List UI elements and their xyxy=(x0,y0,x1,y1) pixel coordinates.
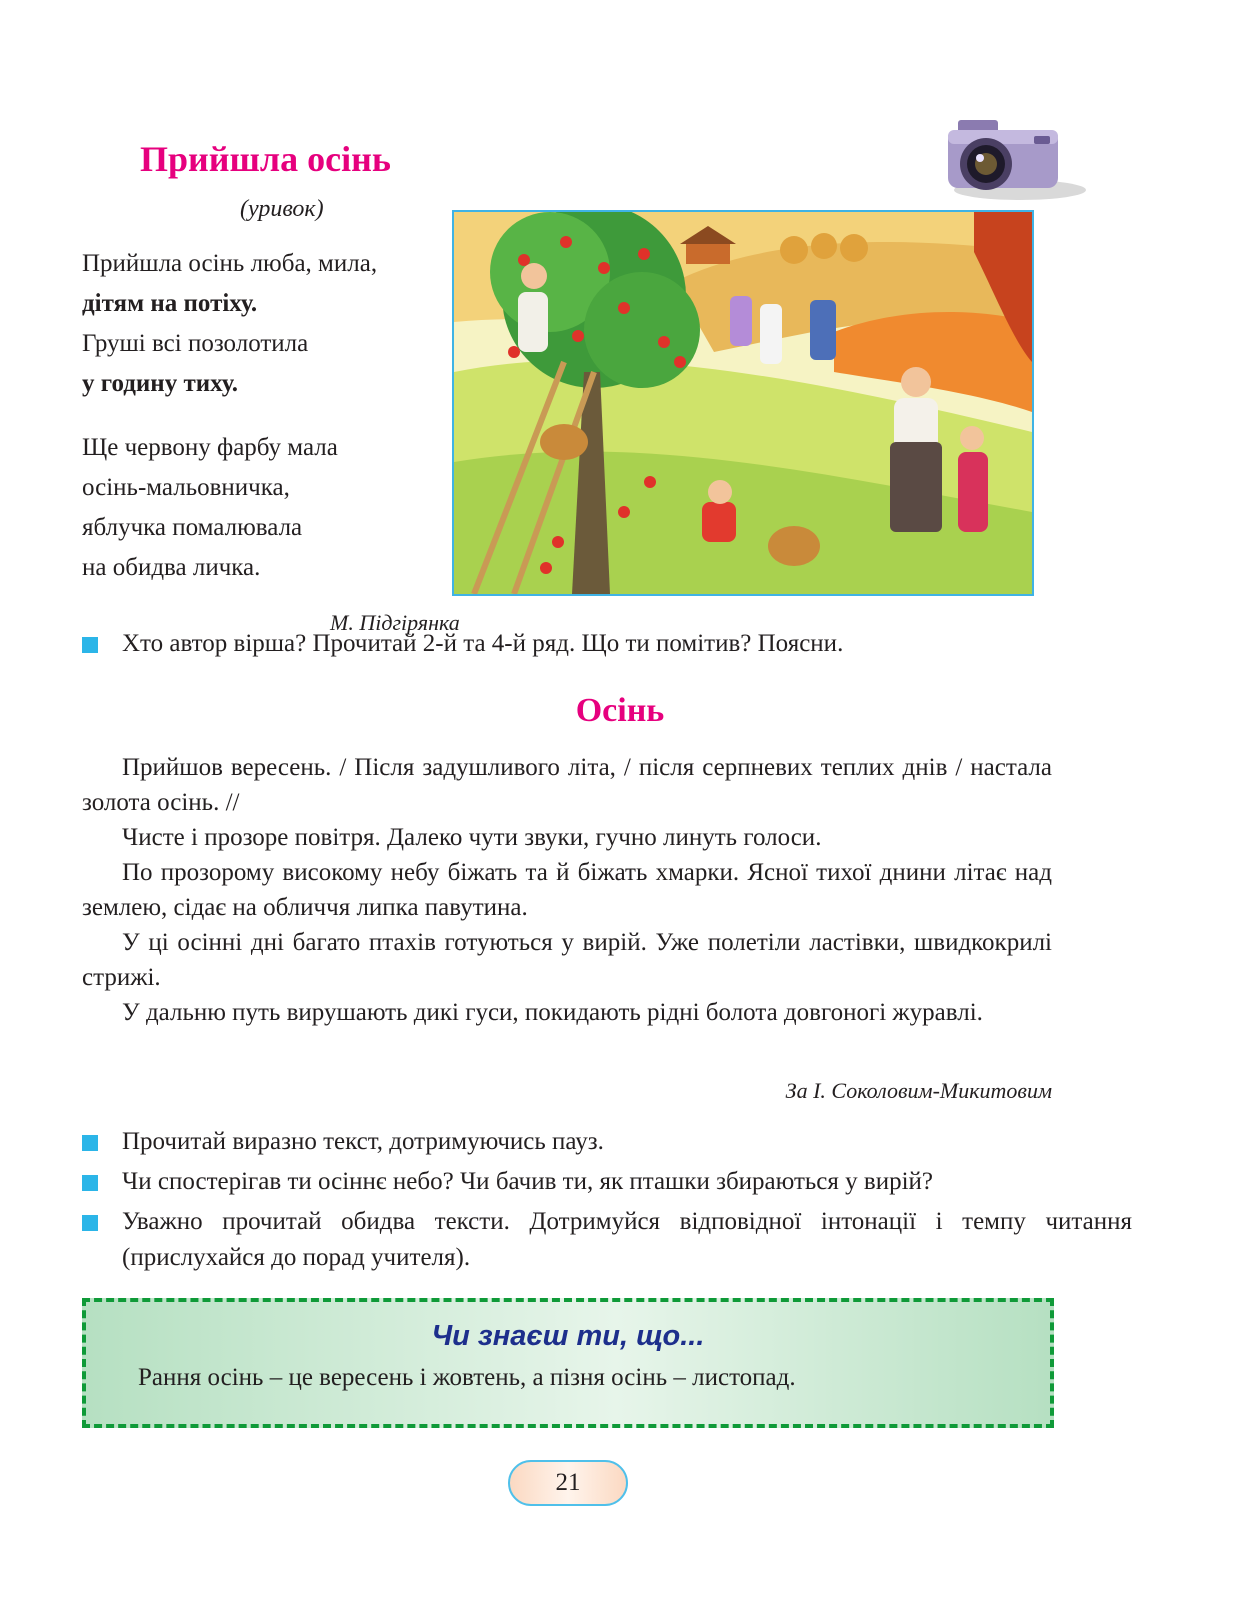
poem-subtitle: (уривок) xyxy=(240,196,324,222)
fact-box-title: Чи знаєш ти, що... xyxy=(431,1320,705,1352)
fact-box xyxy=(82,1298,1054,1428)
task-text: Прочитай виразно текст, дотримуючись пауз. xyxy=(122,1128,604,1155)
poem-line: дітям на потіху. xyxy=(82,290,258,317)
poem-line: у годину тиху. xyxy=(82,370,238,397)
poem-title: Прийшла осінь xyxy=(140,139,391,179)
story-paragraph: Чисте і прозоре повітря. Далеко чути звуки, гучно линуть голоси. xyxy=(122,824,822,851)
story-author: За І. Соколовим-Микитовим xyxy=(785,1078,1052,1103)
autumn-illustration xyxy=(452,210,1034,596)
poem-line: яблучка помалювала xyxy=(82,514,303,541)
poem-line: на обидва личка. xyxy=(82,554,261,581)
square-bullet-icon xyxy=(82,1215,98,1231)
poem-line: Прийшла осінь люба, мила, xyxy=(82,250,378,277)
square-bullet-icon xyxy=(82,1135,98,1151)
poem-line: Груші всі позолотила xyxy=(82,330,309,357)
poem-author: М. Підгірянка xyxy=(330,610,460,635)
story-title: Осінь xyxy=(575,692,665,729)
story-paragraph: У дальню путь вирушають дикі гуси, покидають рідні болота довгоногі журавлі. xyxy=(122,999,983,1026)
story-paragraph: У ці осінні дні багато птахів готуються у вирій. Уже полетіли ластівки, швидкокрилі стрижі. xyxy=(82,929,1052,991)
fact-box-text: Рання осінь – це вересень і жовтень, а пізня осінь – листопад. xyxy=(138,1364,796,1391)
story-paragraph: Прийшов вересень. / Після задушливого літа, / після серпневих теплих днів / настала золота осінь. // xyxy=(82,754,1052,816)
question-text: Хто автор вірша? Прочитай 2-й та 4-й ряд. Що ти помітив? Поясни. xyxy=(122,630,844,657)
stanza-gap xyxy=(82,404,377,428)
task-text: Уважно прочитай обидва тексти. Дотримуйся відповідної інтонації і темпу читання (прислухайся до порад учителя). xyxy=(122,1208,1132,1271)
square-bullet-icon xyxy=(82,1175,98,1191)
square-bullet-icon xyxy=(82,637,98,653)
poem-text xyxy=(82,244,377,588)
page-number: 21 xyxy=(508,1460,628,1506)
camera-icon xyxy=(942,106,1090,202)
task-text: Чи спостерігав ти осіннє небо? Чи бачив ти, як пташки збираються у вирій? xyxy=(122,1168,934,1195)
story-text xyxy=(82,750,1052,1030)
poem-line: Ще червону фарбу мала xyxy=(82,434,338,461)
story-paragraph: По прозорому високому небу біжать та й біжать хмарки. Ясної тихої днини літає над землею, сідає на обличчя липка павутина. xyxy=(82,859,1052,921)
poem-line: осінь-мальовничка, xyxy=(82,474,290,501)
